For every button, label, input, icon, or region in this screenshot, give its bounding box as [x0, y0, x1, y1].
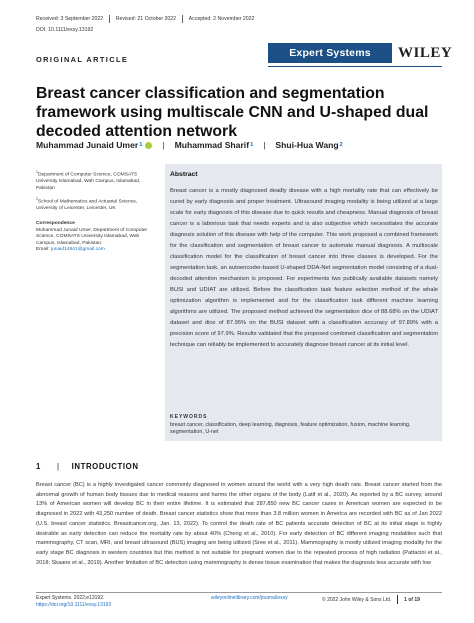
author-name[interactable]: Shui-Hua Wang: [275, 140, 339, 150]
affiliation-marker: 1: [36, 170, 38, 174]
correspondence-text: Muhammad Junaid Umer, Department of Computer Science, COMSATS University Islamabad, Wah Campus, Islamabad, Pakistan.: [36, 227, 148, 246]
abstract-box: [165, 164, 442, 441]
paper-title: Breast cancer classification and segmentation framework using multiscale CNN and U-shaped dual decoded attention network: [36, 85, 429, 140]
journal-citation: Expert Systems. 2022;e13192.: [36, 595, 105, 601]
affiliation-text: Department of Computer Science, COMSATS University Islamabad, Wah Campus, Islamabad, Pakistan: [36, 172, 141, 191]
doi-link[interactable]: https://doi.org/10.1111/exsy.13192: [36, 602, 112, 608]
abstract-text: Breast cancer is a mostly diagnosed deadly disease with a high mortality rate that can effectively be cured by early diagnosis and proper treatment. Ultrasound imaging modality is being utilized at a large scale for early diagnosis of this disease due to quick results and cheapness. Manual diagnosis of breast cancer is a laborious task that needs experts and is also subjective which necessitates the accurate diagnosis solution of this disease with help of the computer. This work proposed a combined framework for the classification and segmentation of breast cancer to automate manual diagnosis. A multiscale classification model for the classification of breast cancer into three classes is developed. For the segmentation task, an autoencoder-based U-shaped DDA-Net segmentation model consisting of a dual-decoded attention mechanism is proposed. For experiments two publically available datasets namely BUSI and UDIAT are utilized. Before the classification task feature selection method of the whale optimization algorithm is implemented and for the classification task different machine learning algorithms are utilized. The proposed method achieved the segmentation dice of 88.68% on the UDIAT dataset and dice of 87.95% on the BUSI dataset with a classification accuracy of 97.89% with a precision score of 97.9%. Results validated that the proposed combined classification and segmentation technique can reliably be implemented to accurately diagnose breast cancer at its initial level.: [170, 188, 438, 348]
keywords-heading: KEYWORDS: [170, 414, 208, 420]
copyright-text: © 2022 John Wiley & Sons Ltd.: [322, 596, 392, 603]
author-affiliation-marker: 1: [250, 142, 254, 148]
author-name[interactable]: Muhammad Junaid Umer: [36, 140, 139, 150]
author-divider: |: [263, 140, 266, 150]
journal-site-link[interactable]: wileyonlinelibrary.com/journal/exsy: [211, 595, 288, 601]
affiliation-text: School of Mathematics and Actuarial Science, University of Leicester, Leicester, UK: [36, 199, 138, 212]
keywords-text: breast cancer, classification, deep learning, diagnosis, feature optimization, fusion, machine learning, segmentation, U-net: [170, 422, 411, 435]
author-divider: |: [162, 140, 165, 150]
footer-right: [322, 595, 420, 604]
email-label: Email:: [36, 247, 50, 253]
author-affiliation-marker: 1: [139, 142, 143, 148]
received-date: Received: 3 September 2022: [36, 16, 104, 22]
affiliation-2: [36, 196, 152, 213]
author-affiliation-marker: 2: [339, 142, 343, 148]
affiliation-marker: 2: [36, 197, 38, 201]
article-type: ORIGINAL ARTICLE: [36, 55, 129, 64]
date-divider: [109, 15, 110, 23]
accepted-date: Accepted: 2 November 2022: [188, 16, 255, 22]
author-list: [36, 140, 446, 150]
correspondence-email: [36, 247, 152, 254]
orcid-icon[interactable]: [145, 142, 152, 149]
email-link[interactable]: junaid14841@gmail.com: [50, 247, 105, 253]
footer-rule: [36, 592, 442, 593]
header-rule: [268, 66, 442, 67]
introduction-text: Breast cancer (BC) is a highly investigated cancer commonly diagnosed in women around the world with a very high death rate. Breast cancer started from the abnormal growth of human body tissues due to medical reasons and harms the other organs of the body (Latif et al., 2020). As reported by a BC survey, around 13% of American women will develop BC in their entire lifetime. It is estimated that 287,850 new BC cancer cases in American women are expected to be diagnosed in 2022 with 43,250 number of death. Breast cancer statistics show that more than 3.8 million women in America are recorded with BC as of Jan 2022 (U.S. breast cancer statistics. Breastcancer.org, Jan. 13, 2022). To control the death rate of BC patients accurate detection of BC at its initial stage is highly desirable as early detection can reduce the mortality rate by about 40% (Cheng et al., 2010). For early detection of BC different imaging modalities such that mammography, CT scan, MRI, and breast ultrasound (BUS) imaging are being utilized (Sree et al., 2011). Mammography is mostly utilized imaging modality for the early stage BC diagnosis in western countries but this method is not suitable for pregnant women due to the repeated process of high radiation (Pattacini et al., 2018; Skaane et al., 2019). Another limitation of BC detection using mammography is dense tissue examination that makes the diagnosis less accurate with low: [36, 482, 442, 566]
footer-divider: [397, 595, 398, 604]
footer-citation: [36, 595, 111, 609]
section-number: 1: [36, 462, 41, 471]
affiliation-1: [36, 169, 152, 192]
author-name[interactable]: Muhammad Sharif: [174, 140, 250, 150]
date-divider: [182, 15, 183, 23]
abstract-heading: Abstract: [170, 171, 198, 178]
section-divider: |: [56, 462, 60, 471]
doi-header: DOI: 10.1111/exsy.13192: [36, 27, 94, 33]
section-heading: [36, 462, 139, 471]
correspondence-label: Correspondence: [36, 221, 75, 226]
journal-badge[interactable]: Expert Systems: [268, 43, 392, 63]
publisher-logo: WILEY: [398, 45, 453, 61]
article-dates: [36, 14, 254, 24]
page-number: 1 of 19: [404, 596, 420, 603]
section-title: INTRODUCTION: [71, 462, 139, 471]
correspondence: [36, 221, 152, 254]
revised-date: Revised: 21 October 2022: [115, 16, 177, 22]
